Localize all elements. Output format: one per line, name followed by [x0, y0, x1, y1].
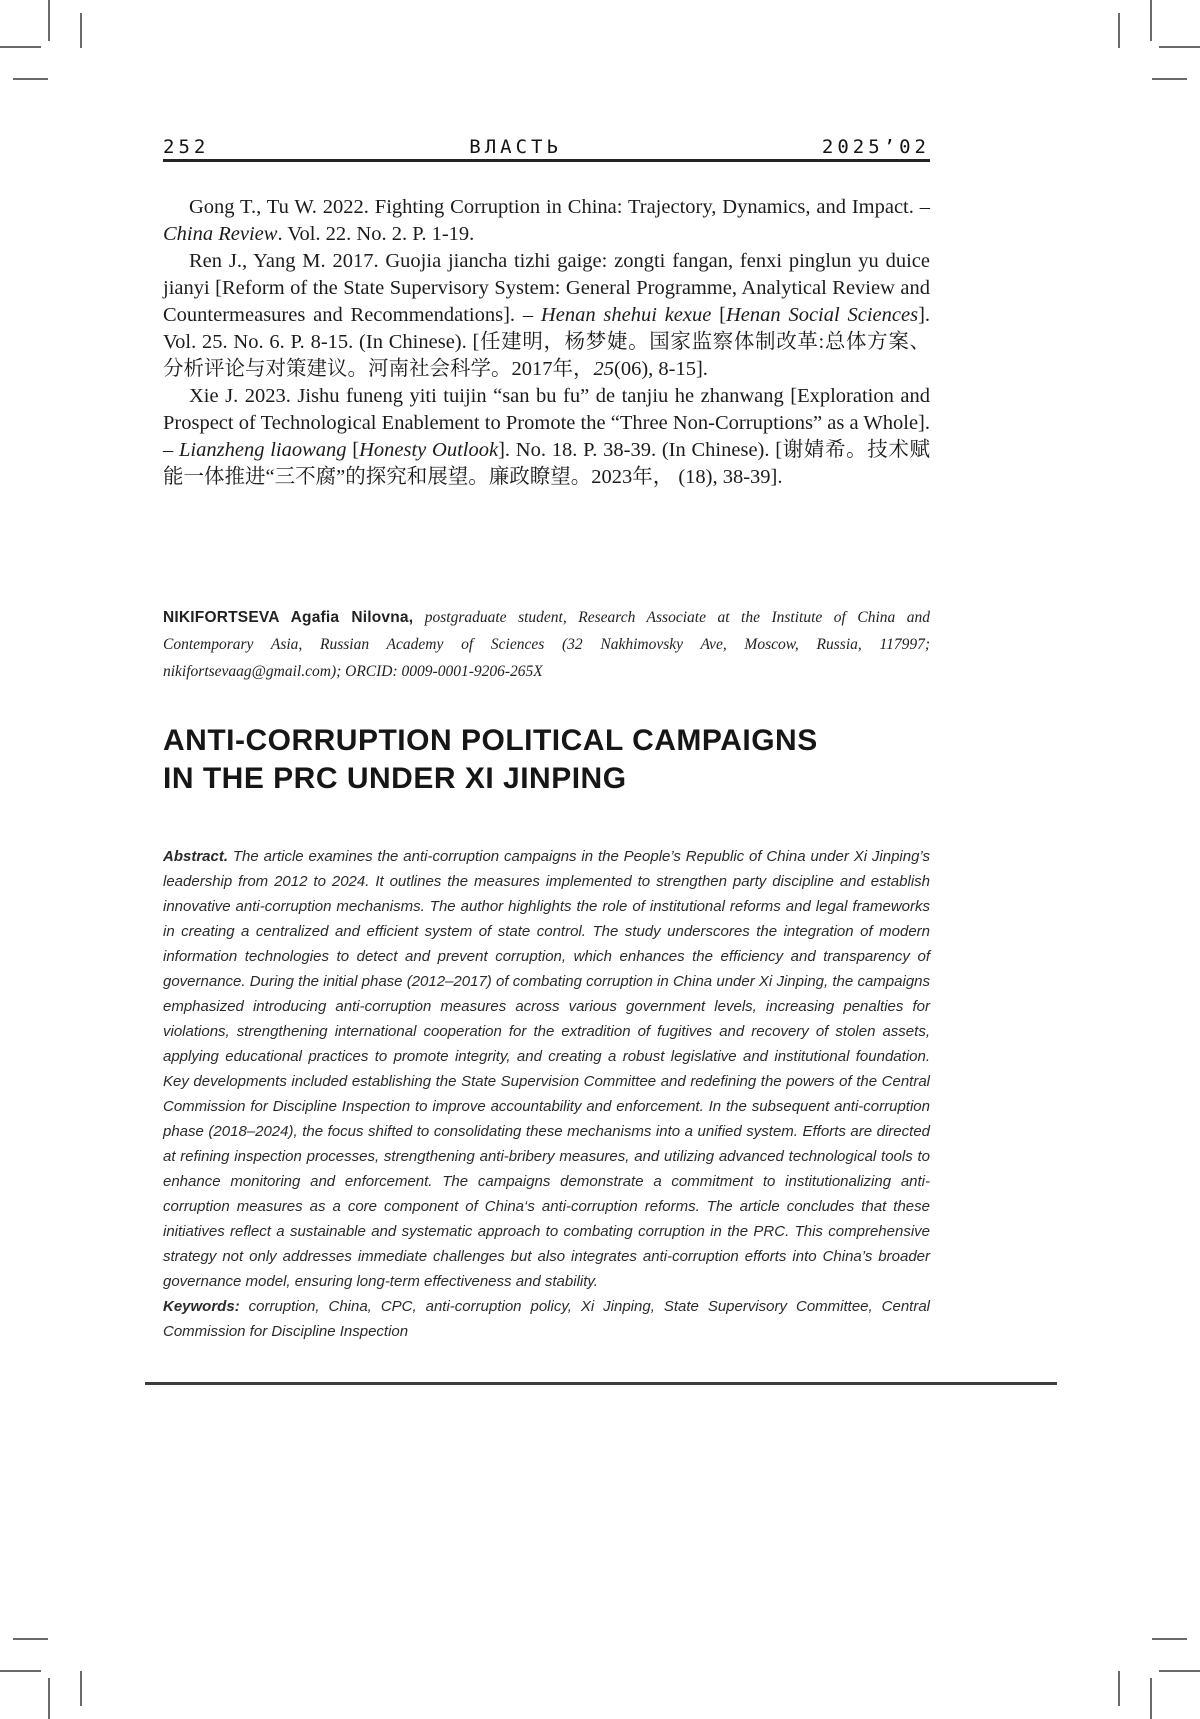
crop-mark-top-right-h-inner [1152, 78, 1187, 80]
crop-mark-top-right-h-outer [1159, 46, 1200, 48]
keywords-paragraph: Keywords: corruption, China, CPC, anti-corruption policy, Xi Jinping, State Supervisory Committee, Central Commission for Discipline Inspection [163, 1298, 930, 1340]
article-title-line1: ANTI-CORRUPTION POLITICAL CAMPAIGNS [163, 724, 818, 757]
crop-mark-bottom-left-h-inner [13, 1638, 48, 1640]
crop-mark-top-left-h-outer [0, 46, 41, 48]
crop-mark-bottom-left-v-inner [80, 1671, 82, 1706]
crop-mark-bottom-right-h-inner [1152, 1638, 1187, 1640]
crop-mark-top-right-v-outer [1150, 0, 1152, 41]
reference-entry: Gong T., Tu W. 2022. Fighting Corruption in China: Trajectory, Dynamics, and Impact. – China Review. Vol. 22. No. 2. P. 1-19. [163, 196, 930, 245]
author-note: NIKIFORTSEVA Agafia Nilovna, postgraduate student, Research Associate at the Institute of China and Contemporary Asia, Russian Academy of Sciences (32 Nakhimovsky Ave, Moscow, Russia, 117997; nikifortsevaag@gmail.com); ORCID: 0009-0001-9206-265X [163, 609, 931, 680]
crop-mark-top-left-v-outer [48, 0, 50, 41]
references-list [163, 194, 930, 491]
journal-title: ВЛАСТЬ [469, 136, 562, 158]
article-title [163, 722, 930, 798]
crop-mark-bottom-right-h-outer [1159, 1670, 1200, 1672]
reference-entry: Ren J., Yang M. 2017. Guojia jiancha tizhi gaige: zongti fangan, fenxi pinglun yu duice jianyi [Reform of the State Supervisory System: General Programme, Analytical Review and Countermeasures and Recommendations]. – Henan shehui kexue [Henan Social Sciences]. Vol. 25. No. 6. P. 8-15. (In Chinese). [任建明，杨梦婕。国家监察体制改革:总体方案、分析评论与对策建议。河南社会科学。2017年，25(06), 8-15]. [163, 250, 931, 380]
section-divider-rule [145, 1382, 1057, 1385]
article-title-line2: IN THE PRC UNDER XI JINPING [163, 762, 627, 795]
abstract-paragraph: Abstract. The article examines the anti-corruption campaigns in the People’s Republic of China under Xi Jinping’s leadership from 2012 to 2024. It outlines the measures implemented to strengthen party discipline and establish innovative anti-corruption mechanisms. The author highlights the role of institutional reforms and legal frameworks in creating a centralized and efficient system of state control. The study underscores the integration of modern information technologies to detect and prevent corruption, which enhances the efficiency and transparency of governance. During the initial phase (2012–2017) of combating corruption in China under Xi Jinping, the campaigns emphasized introducing anti-corruption measures across various government levels, increasing penalties for violations, strengthening international cooperation for the extradition of fugitives and recovery of stolen assets, applying educational practices to promote integrity, and creating a robust legislative and institutional foundation. Key developments included establishing the State Supervision Committee and redefining the powers of the Central Commission for Discipline Inspection to improve accountability and enforcement. In the subsequent anti-corruption phase (2018–2024), the focus shifted to consolidating these mechanisms into a unified system. Efforts are directed at refining inspection processes, strengthening anti-bribery measures, and utilizing advanced technological tools to enhance monitoring and enforcement. The campaigns demonstrate a commitment to institutionalizing anti-corruption measures as a core component of China‘s anti-corruption reforms. The article concludes that these initiatives reflect a sustainable and systematic approach to combating corruption in the PRC. This comprehensive strategy not only addresses immediate challenges but also integrates anti-corruption efforts into China’s broader governance model, ensuring long-term effectiveness and stability. [163, 848, 930, 1290]
crop-mark-bottom-right-v-outer [1150, 1678, 1152, 1719]
abstract-block [163, 844, 930, 1344]
header-rule [163, 159, 930, 162]
crop-mark-top-left-v-inner [80, 13, 82, 48]
issue-number: 2025’02 [821, 136, 930, 158]
crop-mark-top-left-h-inner [13, 78, 48, 80]
crop-mark-top-right-v-inner [1118, 13, 1120, 48]
crop-mark-bottom-right-v-inner [1118, 1671, 1120, 1706]
crop-mark-bottom-left-h-outer [0, 1670, 41, 1672]
reference-entry: Xie J. 2023. Jishu funeng yiti tuijin “san bu fu” de tanjiu he zhanwang [Exploration and Prospect of Technological Enablement to Promote the “Three Non-Corruptions” as a Whole]. – Lianzheng liaowang [Honesty Outlook]. No. 18. P. 38-39. (In Chinese). [谢婧希。技术赋能一体推进“三不腐”的探究和展望。廉政瞭望。2023年， (18), 38-39]. [163, 385, 931, 488]
running-head [163, 137, 930, 158]
crop-mark-bottom-left-v-outer [48, 1678, 50, 1719]
page-number: 252 [163, 136, 210, 158]
